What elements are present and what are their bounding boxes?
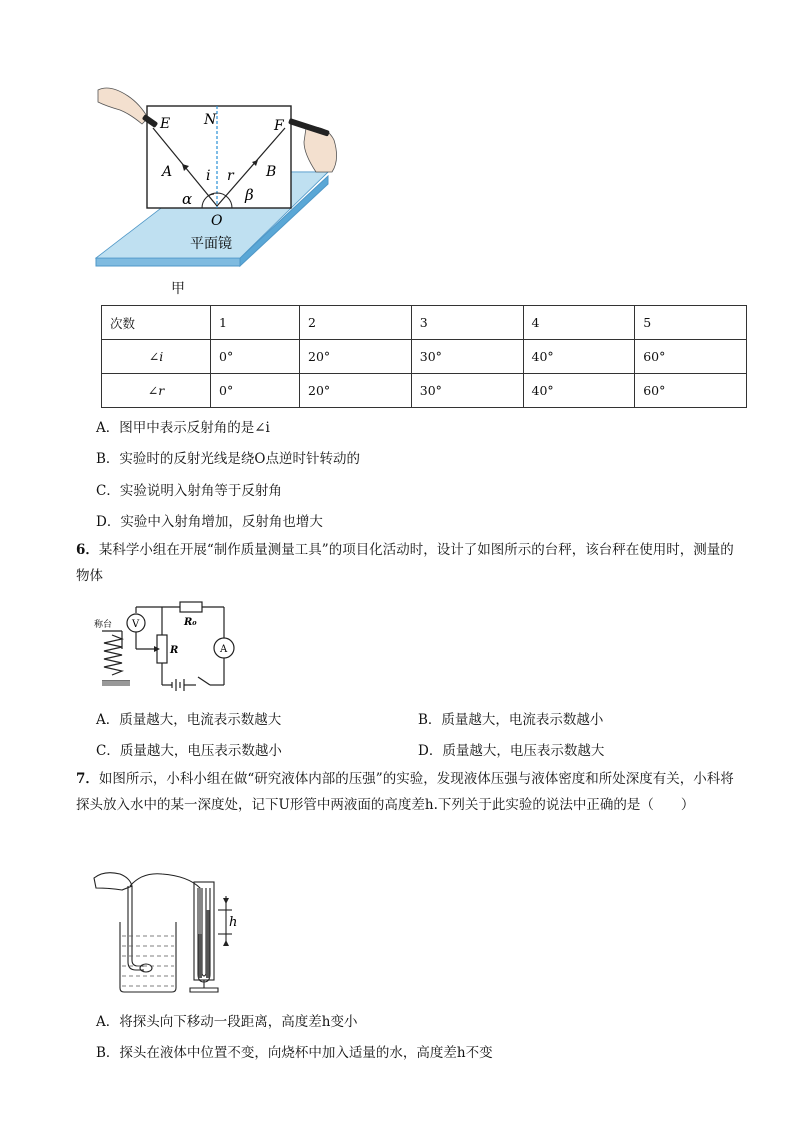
r-label: R [170, 645, 179, 656]
table-cell: 2 [300, 306, 412, 340]
table-cell: 60° [635, 340, 747, 374]
plane-mirror-edge [96, 258, 240, 266]
label-O: O [211, 213, 223, 229]
table-row [102, 374, 747, 408]
table-cell: 4 [523, 306, 635, 340]
table-cell: 20° [300, 374, 412, 408]
label-N: N [204, 112, 217, 128]
table-cell: 5 [635, 306, 747, 340]
label-B: B [266, 164, 277, 180]
q6-text: 某科学小组在开展“制作质量测量工具”的项目化活动时，设计了如图所示的台秤，该台秤在使用时，测量的物体 [76, 542, 734, 584]
voltmeter-label: V [132, 619, 140, 630]
table-cell: 60° [635, 374, 747, 408]
q6-stem [76, 537, 746, 589]
q6-number: 6． [76, 542, 99, 558]
q5-option-a: A．图甲中表示反射角的是∠i [96, 420, 270, 436]
table-cell: 1 [211, 306, 300, 340]
scale-circuit-figure [94, 597, 254, 693]
label-alpha: α [182, 190, 193, 208]
pressure-experiment-figure [92, 866, 242, 996]
table-cell: 3 [411, 306, 523, 340]
hand-icon [94, 873, 132, 890]
table-cell: 40° [523, 374, 635, 408]
figure-caption: 甲 [171, 281, 185, 297]
q7-option-a: A．将探头向下移动一段距离，高度差h变小 [96, 1014, 358, 1030]
reflection-figure [90, 80, 350, 280]
label-i: i [206, 168, 211, 184]
table-cell: 0° [211, 340, 300, 374]
q7-text: 如图所示，小科小组在做“研究液体内部的压强”的实验，发现液体压强与液体密度和所处深度有关，小科将探头放入水中的某一深度处，记下U形管中两液面的高度差h.下列关于此实验的说法中正确的是（ ） [76, 771, 734, 813]
table-row [102, 340, 747, 374]
r0-label: R₀ [184, 617, 197, 628]
label-F: F [274, 118, 284, 134]
angle-table [101, 305, 747, 408]
table-row [102, 306, 747, 340]
left-hand-icon [98, 88, 148, 124]
q7-option-b: B．探头在液体中位置不变，向烧杯中加入适量的水，高度差h不变 [96, 1045, 493, 1061]
table-cell: ∠r [102, 374, 211, 408]
label-A: A [162, 164, 173, 180]
q5-option-c: C．实验说明入射角等于反射角 [96, 483, 282, 499]
table-cell: 次数 [102, 306, 211, 340]
table-cell: 30° [411, 340, 523, 374]
label-beta: β [245, 186, 254, 204]
table-cell: 0° [211, 374, 300, 408]
q6-option-d: D．质量越大，电压表示数越大 [418, 743, 605, 759]
ammeter-label: A [220, 644, 228, 655]
table-cell: 40° [523, 340, 635, 374]
table-cell: ∠i [102, 340, 211, 374]
q7-number: 7． [76, 771, 99, 787]
table-cell: 30° [411, 374, 523, 408]
q6-option-b: B．质量越大，电流表示数越小 [418, 712, 604, 728]
table-cell: 20° [300, 340, 412, 374]
label-r: r [227, 168, 234, 184]
label-E: E [160, 116, 171, 132]
height-diff-label: h [229, 915, 238, 930]
q7-stem [76, 766, 746, 818]
q5-option-d: D．实验中入射角增加，反射角也增大 [96, 514, 323, 530]
q5-option-b: B．实验时的反射光线是绕O点逆时针转动的 [96, 451, 360, 467]
q6-option-a: A．质量越大，电流表示数越大 [96, 712, 282, 728]
q6-option-c: C．质量越大，电压表示数越小 [96, 743, 282, 759]
platform-label: 称台 [94, 620, 113, 630]
mirror-label: 平面镜 [190, 236, 232, 252]
